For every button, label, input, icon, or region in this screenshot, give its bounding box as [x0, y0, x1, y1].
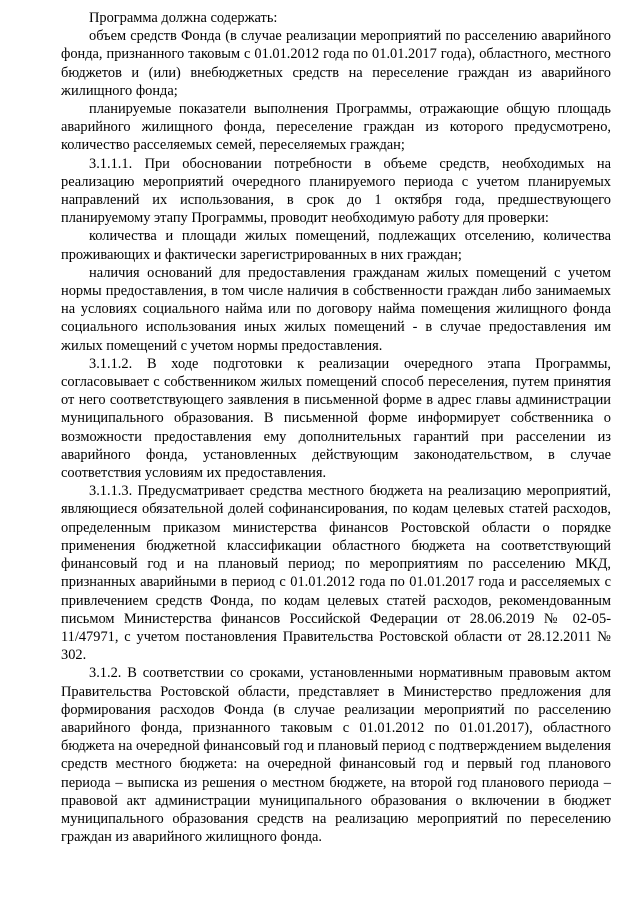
paragraph-3-1-1-1: 3.1.1.1. При обосновании потребности в объеме средств, необходимых на реализацию мероприятий очередного планируемого периода с учетом планируемых направлений их использования, в срок до 1 октября года, предшествующего планируемому этапу Программы, проводит необходимую работу для проверки: — [61, 155, 611, 227]
paragraph-housing-quantity: количества и площади жилых помещений, подлежащих отселению, количества проживающих и фактически зарегистрированных в них граждан; — [61, 228, 611, 263]
paragraph-3-1-1-3: 3.1.1.3. Предусматривает средства местного бюджета на реализацию мероприятий, являющиеся обязательной долей софинансирования, по кодам целевых статей расходов, определенным приказом министерства финансов Ростовской области о порядке применения бюджетной классификации областного бюджета на соответствующий финансовый год и на плановый период; по мероприятиям по расселению МКД, признанных аварийными в период с 01.01.2012 года по 01.01.2017 года и расселяемых с привлечением средств Фонда, по кодам целевых статей расходов, рекомендованным письмом Министерства финансов Российской Федерации от 28.06.2019 № 02-05-11/47971, с учетом постановления Правительства Ростовской области от 28.12.2011 № 302. — [61, 483, 611, 664]
paragraph-3-1-1-2: 3.1.1.2. В ходе подготовки к реализации очередного этапа Программы, согласовывает с собственником жилых помещений способ переселения, путем принятия от него соответствующего заявления в письменной форме в адрес главы администрации муниципального образования. В письменной форме информирует собственника о возможности предоставления ему дополнительных гарантий при расселении из аварийного фонда, установленных действующим законодательством, в случае соответствия условиям их предоставления. — [61, 355, 611, 482]
paragraph-grounds-for-housing: наличия оснований для предоставления гражданам жилых помещений с учетом нормы предоставления, в том числе наличия в собственности граждан либо занимаемых на условиях социального найма или по договору найма помещения жилищного фонда социального использования иных жилых помещений - в случае предоставления им жилых помещений с учетом нормы предоставления. — [61, 264, 611, 354]
paragraph-planned-indicators: планируемые показатели выполнения Программы, отражающие общую площадь аварийного жилищного фонда, переселение граждан из которого предусмотрено, количество расселяемых семей, переселяемых граждан; — [61, 101, 611, 154]
paragraph-3-1-2: 3.1.2. В соответствии со сроками, установленными нормативным правовым актом Правительства Ростовской области, представляет в Министерство предложения для формирования расходов Фонда (в случае реализации мероприятий по расселению аварийного фонда, признанного таковым с 01.01.2012 по 01.01.2017), областного бюджета на очередной финансовый год и плановый период с подтверждением выделения средств местного бюджета: на очередной финансовый год и первый год планового периода – выписка из решения о местном бюджете, на второй год планового периода – правовой акт администрации муниципального образования о включении в бюджет муниципального образования средств на реализацию мероприятий по переселению граждан из аварийного жилищного фонда. — [61, 665, 611, 846]
paragraph-program-contents-intro: Программа должна содержать: — [89, 10, 278, 26]
paragraph-fund-volume: объем средств Фонда (в случае реализации мероприятий по расселению аварийного фонда, признанного таковым с 01.01.2012 года по 01.01.2017 года), областного, местного бюджетов и (или) внебюджетных средств на переселение граждан из аварийного жилищного фонда; — [61, 28, 611, 99]
document-page — [61, 9, 611, 846]
